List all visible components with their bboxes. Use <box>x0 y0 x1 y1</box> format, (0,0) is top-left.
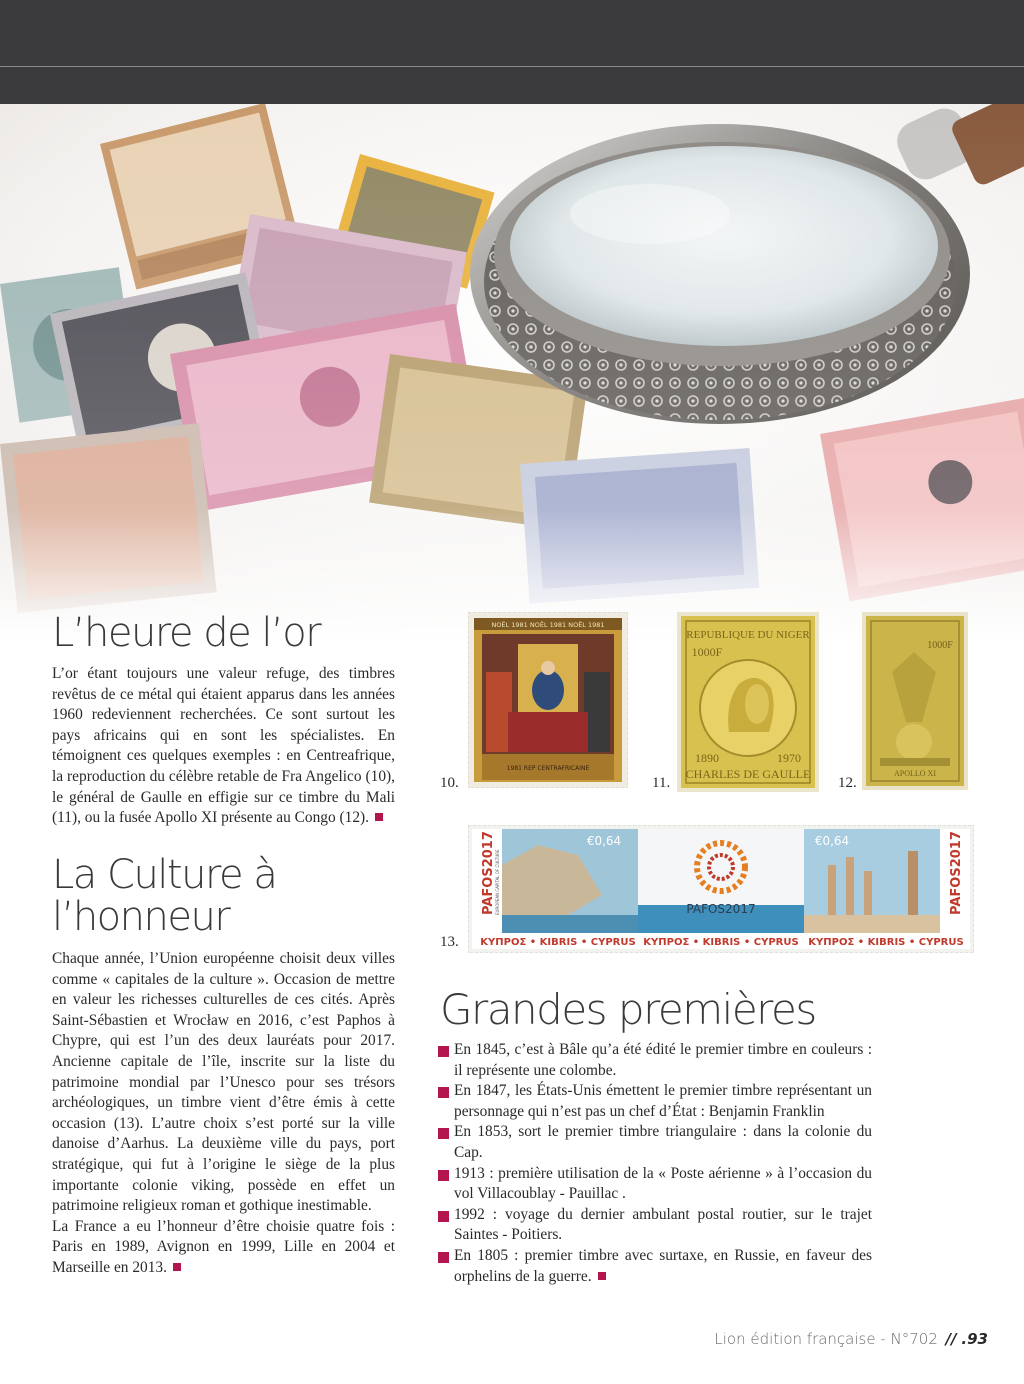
footer-magazine: Lion édition française - N°702 <box>714 1330 938 1348</box>
stamp-10-bottom-text: 1981 REP CENTRAFRICAINE <box>506 765 590 772</box>
bullet-square-icon <box>438 1087 449 1098</box>
stamp-13-bottom-text-1: ΚΥΠΡΟΣ • KIBRIS • CYPRUS <box>480 937 636 948</box>
gold-section-body: L’or étant toujours une valeur refuge, des timbres revêtus de ce métal qui étaient apparus dans les années 1960 redeviennent recherchées. Ce sont surtout les pays africains qui en sont les spécialistes. En témoignent ces quelques exemples : en Centreafrique, la reproduction du célèbre retable de Fra Angelico (10), le général de Gaulle en effigie sur ce timbre du Mali (11), ou la fusée Apollo XI présente au Congo (12). <box>52 665 395 827</box>
top-banner <box>0 0 1024 104</box>
stamp-12-caption: 12. <box>838 775 857 791</box>
end-mark-icon <box>173 1263 181 1271</box>
bullet-square-icon <box>438 1170 449 1181</box>
list-item-text: En 1847, les États-Unis émettent le premier timbre représentant un personnage qui n’est pas un chef d’État : Benjamin Franklin <box>454 1082 872 1120</box>
stamp-11-year-right: 1970 <box>777 751 801 765</box>
stamp-13-sub-left: EUROPEAN CAPITAL OF CULTURE <box>495 849 500 915</box>
stamp-11-image <box>677 612 819 797</box>
stamp-13-brand-left: PAFOS2017 <box>481 831 496 915</box>
list-item-text: 1913 : première utilisation de la « Poste aérienne » à l’occasion du vol Villacoublay - Pauillac . <box>454 1164 872 1203</box>
list-item-text: En 1845, c’est à Bâle qu’a été édité le premier timbre en couleurs : il représente une colombe. <box>454 1041 872 1079</box>
list-item-text: En 1853, sort le premier timbre triangulaire : dans la colonie du Cap. <box>454 1123 872 1161</box>
stamp-13-bottom-text-2: ΚΥΠΡΟΣ • KIBRIS • CYPRUS <box>643 937 799 948</box>
list-item <box>438 1205 872 1246</box>
page-number: .93 <box>961 1330 988 1348</box>
bullet-square-icon <box>438 1046 449 1057</box>
list-item <box>438 1122 872 1163</box>
stamp-10-top-text: NOËL 1981 NOËL 1981 NOËL 1981 <box>491 621 605 629</box>
stamp-12-image <box>862 612 968 795</box>
list-item <box>438 1246 872 1287</box>
stamp-13-bottom-text-3: ΚΥΠΡΟΣ • KIBRIS • CYPRUS <box>808 937 964 948</box>
top-banner-rule <box>0 66 1024 67</box>
hero-illustration <box>0 104 1024 644</box>
culture-title-line1: La Culture à <box>52 852 277 898</box>
stamp-12-value: 1000F <box>927 640 953 651</box>
stamp-13-caption: 13. <box>440 934 459 950</box>
list-item <box>438 1040 872 1081</box>
stamp-13-value-1: €0,64 <box>586 834 622 848</box>
stamp-11-year-left: 1890 <box>695 751 719 765</box>
footer-separator: // <box>945 1330 957 1348</box>
list-item <box>438 1164 872 1205</box>
stamp-11-country: REPUBLIQUE DU NIGER <box>686 629 810 641</box>
list-item-text: En 1805 : premier timbre avec surtaxe, en Russie, en faveur des orphelins de la guerre. <box>454 1246 872 1285</box>
bullet-square-icon <box>438 1128 449 1139</box>
stamp-13-image <box>468 825 974 958</box>
culture-title-line2: l’honneur <box>52 894 230 940</box>
stamp-12-bottom-text: APOLLO XI <box>894 769 936 778</box>
stamp-10-image <box>468 612 628 793</box>
premieres-list <box>438 1040 872 1287</box>
end-mark-icon <box>375 813 383 821</box>
premieres-section-title: Grandes premières <box>440 985 816 1034</box>
page-footer <box>714 1330 988 1348</box>
end-mark-icon <box>598 1272 606 1280</box>
stamp-13-brand-right: PAFOS2017 <box>949 831 964 915</box>
stamp-10-caption: 10. <box>440 775 459 791</box>
stamp-11-name: CHARLES DE GAULLE <box>685 767 811 781</box>
gold-section-text <box>52 664 395 829</box>
stamp-13-center-title: PAFOS2017 <box>686 902 756 916</box>
culture-section-title <box>52 854 276 938</box>
list-item-text: 1992 : voyage du dernier ambulant postal routier, sur le trajet Saintes - Poitiers. <box>454 1205 872 1244</box>
stamp-11-value: 1000F <box>691 645 723 659</box>
stamp-13-value-2: €0,64 <box>814 834 850 848</box>
bullet-square-icon <box>438 1211 449 1222</box>
bullet-square-icon <box>438 1252 449 1263</box>
hero-photo <box>0 104 1024 644</box>
stamp-11-caption: 11. <box>652 775 671 791</box>
gold-section-title: L’heure de l’or <box>52 610 321 656</box>
culture-paragraph-2: La France a eu l’honneur d’être choisie quatre fois : Paris en 1989, Avignon en 1999, Lille en 2004 et Marseille en 2013. <box>52 1217 395 1276</box>
culture-section-text <box>52 949 395 1279</box>
culture-paragraph-1: Chaque année, l’Union européenne choisit deux villes comme « capitales de la culture ». Occasion de mettre en valeur les richesses culturelles de ces cités. Après Saint-Sébastien et Wrocław en 2016, c’est Paphos à Chypre, qui est l’un des deux lauréats pour 2017. Ancienne capitale de l’île, inscrite sur la liste du patrimoine mondial par l’Unesco pour ses trésors archéologiques, un timbre vient d’être émis à cette occasion (13). L’autre choix s’est porté sur la ville danoise d’Aarhus. La deuxième ville du pays, port stratégique, qui fut à l’origine le siège de la plus importante colonie viking, possède en effet un patrimoine religieux roman et gothique inestimable. <box>52 950 395 1215</box>
list-item <box>438 1081 872 1122</box>
